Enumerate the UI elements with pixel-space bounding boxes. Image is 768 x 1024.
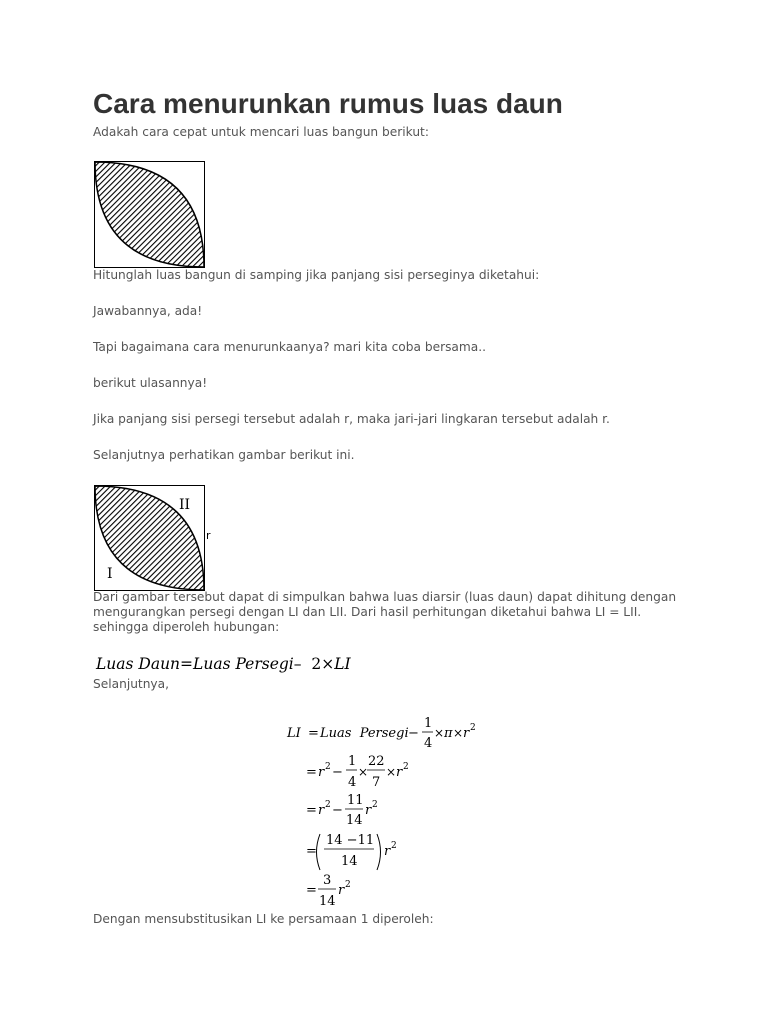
left-paren <box>317 834 321 870</box>
question-text: Hitunglah luas bangun di samping jika panjang sisi perseginya diketahui: <box>93 268 540 282</box>
next-text: Selanjutnya, <box>93 677 169 691</box>
r-symbol: r <box>384 844 391 859</box>
minus-sign: − <box>408 726 419 741</box>
radius-note-text: Jika panjang sisi persegi tersebut adalah r, maka jari-jari lingkaran tersebut adalah r. <box>93 412 610 426</box>
eq-sign: = <box>306 765 317 780</box>
eq-sign: = <box>306 844 317 859</box>
r-symbol: r <box>338 883 345 898</box>
minus-sign: − <box>332 803 343 818</box>
frac-den: 14 <box>346 813 363 828</box>
frac-den: 4 <box>424 736 433 751</box>
minus-sign: − <box>332 765 343 780</box>
answer-text: Jawabannya, ada! <box>93 304 203 318</box>
leaf-figure-labeled <box>94 485 219 593</box>
frac-num: 14 −11 <box>326 833 375 848</box>
equation-luas-daun <box>96 655 351 673</box>
region-II-label: II <box>179 497 191 513</box>
r-symbol: r <box>318 803 325 818</box>
review-text: berikut ulasannya! <box>93 376 208 390</box>
eq1-li: LI <box>334 655 351 673</box>
square-exponent: 2 <box>325 762 331 772</box>
eq1-minus: – <box>293 655 302 673</box>
eq-sign: = <box>308 726 319 741</box>
frac-num: 22 <box>368 754 385 769</box>
li-symbol: LI <box>287 726 301 741</box>
side-r-label: r <box>206 529 211 542</box>
square-exponent: 2 <box>345 880 351 890</box>
frac-den: 4 <box>348 775 357 790</box>
times-sign: × <box>358 765 369 779</box>
leaf-figure <box>94 161 207 270</box>
right-paren <box>377 834 381 870</box>
luas-persegi-term: Luas Persegi <box>320 726 409 741</box>
eq1-lhs: Luas Daun <box>96 655 181 673</box>
substitution-text: Dengan mensubstitusikan LI ke persamaan 1 diperoleh: <box>93 912 434 926</box>
page-title: Cara menurunkan rumus luas daun <box>93 88 563 119</box>
times-sign: × <box>434 726 445 740</box>
frac-den: 14 <box>319 894 336 909</box>
r-symbol: r <box>396 765 403 780</box>
pi-symbol: π <box>444 726 453 741</box>
eq1-coef: 2× <box>311 655 335 673</box>
frac-den: 14 <box>341 854 358 869</box>
times-sign: × <box>386 765 397 779</box>
square-exponent: 2 <box>403 762 409 772</box>
frac-num: 11 <box>347 793 364 808</box>
eq-sign: = <box>306 883 317 898</box>
times-sign: × <box>453 726 464 740</box>
square-exponent: 2 <box>325 800 331 810</box>
region-I-label: I <box>107 566 113 582</box>
square-exponent: 2 <box>372 800 378 810</box>
r-symbol: r <box>365 803 372 818</box>
r-symbol: r <box>318 765 325 780</box>
square-exponent: 2 <box>470 723 476 733</box>
eq-sign: = <box>306 803 317 818</box>
next-figure-text: Selanjutnya perhatikan gambar berikut ini. <box>93 448 355 462</box>
r-symbol: r <box>463 726 470 741</box>
frac-num: 3 <box>323 873 332 888</box>
frac-num: 1 <box>424 716 433 731</box>
conclusion-text: Dari gambar tersebut dapat di simpulkan bahwa luas diarsir (luas daun) dapat dihitung dengan mengurangkan persegi dengan LI dan LII. Dari hasil perhitungan diketahui bahwa LI = LII. sehingga diperoleh hubungan: <box>93 590 677 634</box>
how-text: Tapi bagaimana cara menurunkaanya? mari kita coba bersama.. <box>93 340 486 354</box>
eq1-rhs: Luas Persegi <box>193 655 294 673</box>
eq1-equals: = <box>180 655 194 673</box>
square-exponent: 2 <box>391 841 397 851</box>
derivation-math <box>270 712 500 917</box>
intro-text: Adakah cara cepat untuk mencari luas bangun berikut: <box>93 125 429 139</box>
frac-num: 1 <box>348 754 357 769</box>
frac-den: 7 <box>372 775 381 790</box>
